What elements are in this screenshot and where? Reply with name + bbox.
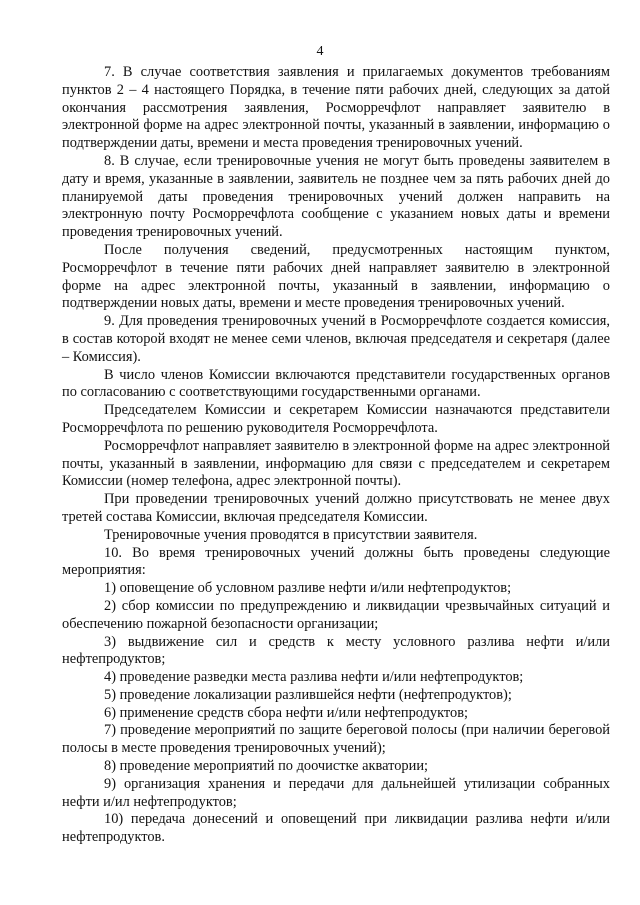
list-item-2: 2) сбор комиссии по предупреждению и ликвидации чрезвычайных ситуаций и обеспечению пожарной безопасности организации; xyxy=(62,597,610,632)
paragraph-item-8-continued: После получения сведений, предусмотренных настоящим пунктом, Росморречфлот в течение пяти рабочих дней направляет заявителю в электронной форме на адрес электронной почты, указанный в заявлении, информацию о подтверждении новых даты, времени и месте проведения тренировочных учений. xyxy=(62,241,610,312)
list-item-7: 7) проведение мероприятий по защите береговой полосы (при наличии береговой полосы в месте проведения тренировочных учений); xyxy=(62,722,610,757)
paragraph-commission-chair: Председателем Комиссии и секретарем Комиссии назначаются представители Росморречфлота по решению руководителя Росморречфлота. xyxy=(62,402,610,436)
list-item-10: 10) передача донесений и оповещений при ликвидации разлива нефти и/или нефтепродуктов. xyxy=(62,811,610,846)
list-item-1: 1) оповещение об условном разливе нефти и/или нефтепродуктов; xyxy=(104,580,512,597)
paragraph-contact-info: Росморречфлот направляет заявителю в электронной форме на адрес электронной почты, указанный в заявлении, информацию для связи с председателем и секретарем Комиссии (номер телефона, адрес электронной почты). xyxy=(62,437,610,490)
paragraph-applicant-presence: Тренировочные учения проводятся в присутствии заявителя. xyxy=(104,526,478,543)
list-item-9: 9) организация хранения и передачи для дальнейшей утилизации собранных нефти и/ил нефтепродуктов; xyxy=(62,775,610,810)
document-body xyxy=(62,64,610,847)
page-number: 4 xyxy=(316,44,324,59)
paragraph-quorum: При проведении тренировочных учений должно присутствовать не менее двух третей состава Комиссии, включая председателя Комиссии. xyxy=(62,491,610,525)
list-item-6: 6) применение средств сбора нефти и/или нефтепродуктов; xyxy=(104,704,468,721)
list-item-3: 3) выдвижение сил и средств к месту условного разлива нефти и/или нефтепродуктов; xyxy=(62,633,610,668)
paragraph-item-8: 8. В случае, если тренировочные учения не могут быть проведены заявителем в дату и время, указанные в заявлении, заявитель не позднее чем за пять рабочих дней до планируемой даты проведения тренировочных учений должен направить на электронную почту Росморречфлота сообщение с указанием новых даты и времени проведения тренировочных учений. xyxy=(62,152,610,241)
list-item-5: 5) проведение локализации разлившейся нефти (нефтепродуктов); xyxy=(104,686,512,703)
list-item-4: 4) проведение разведки места разлива нефти и/или нефтепродуктов; xyxy=(104,669,524,686)
paragraph-item-9: 9. Для проведения тренировочных учений в Росморречфлоте создается комиссия, в состав которой входят не менее семи членов, включая председателя и секретаря (далее – Комиссия). xyxy=(62,313,610,365)
list-item-8: 8) проведение мероприятий по доочистке акватории; xyxy=(104,758,429,775)
paragraph-item-10: 10. Во время тренировочных учений должны быть проведены следующие мероприятия: xyxy=(62,544,610,579)
paragraph-commission-members: В число членов Комиссии включаются представители государственных органов по согласованию с соответствующими государственными органами. xyxy=(62,366,610,401)
paragraph-item-7: 7. В случае соответствия заявления и прилагаемых документов требованиям пунктов 2 – 4 настоящего Порядка, в течение пяти рабочих дней, следующих за датой окончания рассмотрения заявления, Росморречфлот направляет заявителю в электронной форме на адрес электронной почты, указанный в заявлении, информацию о подтверждении даты, времени и места проведения тренировочных учений. xyxy=(62,64,610,152)
